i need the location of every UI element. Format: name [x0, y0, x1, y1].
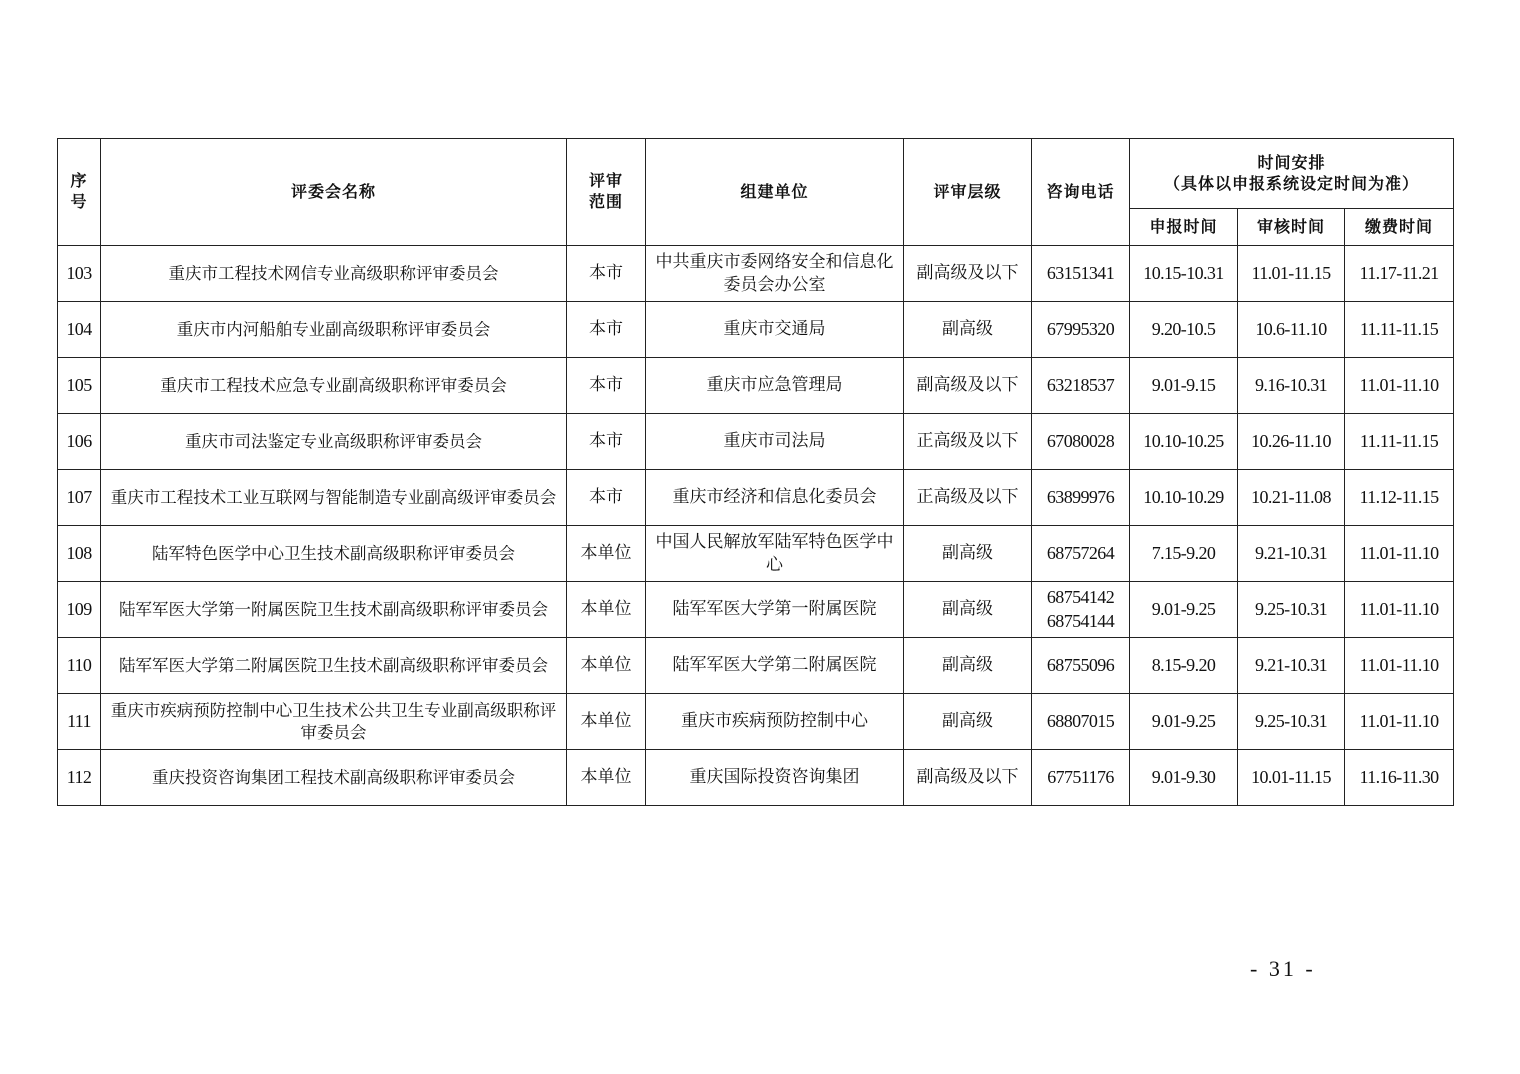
cell-review-time: 9.16-10.31 — [1238, 358, 1345, 414]
cell-review-time: 9.21-10.31 — [1238, 638, 1345, 694]
header-apply-time: 申报时间 — [1130, 209, 1238, 246]
cell-apply-time: 7.15-9.20 — [1130, 526, 1238, 582]
cell-phone — [1032, 302, 1130, 358]
table-row — [58, 246, 1454, 302]
cell-pay-time: 11.01-11.10 — [1345, 694, 1454, 750]
cell-apply-time: 9.01-9.25 — [1130, 582, 1238, 638]
table-row — [58, 302, 1454, 358]
table-row — [58, 414, 1454, 470]
header-organization: 组建单位 — [646, 139, 904, 246]
cell-seq: 112 — [58, 750, 101, 806]
cell-scope: 本市 — [567, 414, 646, 470]
cell-committee-name: 重庆市工程技术工业互联网与智能制造专业副高级评审委员会 — [101, 470, 567, 526]
cell-level: 正高级及以下 — [904, 470, 1032, 526]
cell-pay-time: 11.01-11.10 — [1345, 526, 1454, 582]
cell-committee-name: 重庆市内河船舶专业副高级职称评审委员会 — [101, 302, 567, 358]
cell-phone — [1032, 470, 1130, 526]
cell-review-time: 10.26-11.10 — [1238, 414, 1345, 470]
cell-organization: 重庆市经济和信息化委员会 — [646, 470, 904, 526]
cell-phone — [1032, 246, 1130, 302]
cell-organization: 重庆国际投资咨询集团 — [646, 750, 904, 806]
cell-organization: 重庆市应急管理局 — [646, 358, 904, 414]
review-committee-table — [57, 138, 1454, 806]
header-review-time: 审核时间 — [1238, 209, 1345, 246]
phone-number: 67995320 — [1046, 318, 1115, 339]
header-schedule — [1130, 139, 1454, 209]
cell-level: 副高级 — [904, 638, 1032, 694]
cell-level: 副高级及以下 — [904, 750, 1032, 806]
cell-scope: 本单位 — [567, 750, 646, 806]
cell-committee-name: 陆军特色医学中心卫生技术副高级职称评审委员会 — [101, 526, 567, 582]
cell-pay-time: 11.12-11.15 — [1345, 470, 1454, 526]
table-row — [58, 582, 1454, 638]
cell-phone — [1032, 358, 1130, 414]
cell-committee-name: 陆军军医大学第二附属医院卫生技术副高级职称评审委员会 — [101, 638, 567, 694]
cell-pay-time: 11.17-11.21 — [1345, 246, 1454, 302]
cell-committee-name: 陆军军医大学第一附属医院卫生技术副高级职称评审委员会 — [101, 582, 567, 638]
header-schedule-title: 时间安排 — [1257, 152, 1326, 172]
header-level: 评审层级 — [904, 139, 1032, 246]
cell-phone — [1032, 694, 1130, 750]
cell-seq: 106 — [58, 414, 101, 470]
header-committee-name: 评委会名称 — [101, 139, 567, 246]
header-seq: 序 号 — [58, 139, 101, 246]
cell-committee-name: 重庆市工程技术应急专业副高级职称评审委员会 — [101, 358, 567, 414]
table-row — [58, 638, 1454, 694]
table-row — [58, 470, 1454, 526]
table-row — [58, 358, 1454, 414]
cell-organization: 中国人民解放军陆军特色医学中心 — [646, 526, 904, 582]
cell-apply-time: 9.20-10.5 — [1130, 302, 1238, 358]
phone-number: 63899976 — [1046, 486, 1115, 507]
cell-scope: 本市 — [567, 246, 646, 302]
cell-scope: 本单位 — [567, 638, 646, 694]
table-row — [58, 750, 1454, 806]
cell-review-time: 9.25-10.31 — [1238, 582, 1345, 638]
cell-pay-time: 11.01-11.10 — [1345, 358, 1454, 414]
cell-phone — [1032, 414, 1130, 470]
cell-level: 副高级 — [904, 526, 1032, 582]
cell-pay-time: 11.01-11.10 — [1345, 582, 1454, 638]
cell-pay-time: 11.01-11.10 — [1345, 638, 1454, 694]
cell-level: 副高级及以下 — [904, 358, 1032, 414]
cell-review-time: 10.21-11.08 — [1238, 470, 1345, 526]
cell-pay-time: 11.11-11.15 — [1345, 302, 1454, 358]
cell-seq: 103 — [58, 246, 101, 302]
cell-seq: 109 — [58, 582, 101, 638]
cell-seq: 110 — [58, 638, 101, 694]
cell-apply-time: 10.10-10.29 — [1130, 470, 1238, 526]
cell-level: 副高级 — [904, 582, 1032, 638]
phone-number: 63218537 — [1046, 374, 1115, 395]
cell-scope: 本市 — [567, 470, 646, 526]
cell-review-time: 10.01-11.15 — [1238, 750, 1345, 806]
cell-phone — [1032, 582, 1130, 638]
cell-committee-name: 重庆市疾病预防控制中心卫生技术公共卫生专业副高级职称评审委员会 — [101, 694, 567, 750]
cell-apply-time: 9.01-9.25 — [1130, 694, 1238, 750]
phone-number: 68807015 — [1046, 710, 1115, 731]
cell-seq: 105 — [58, 358, 101, 414]
cell-organization: 重庆市交通局 — [646, 302, 904, 358]
header-phone: 咨询电话 — [1032, 139, 1130, 246]
header-schedule-note: （具体以申报系统设定时间为准） — [1164, 173, 1420, 193]
cell-scope: 本单位 — [567, 526, 646, 582]
table-body — [58, 246, 1454, 806]
cell-organization: 中共重庆市委网络安全和信息化委员会办公室 — [646, 246, 904, 302]
cell-scope: 本单位 — [567, 582, 646, 638]
cell-scope: 本市 — [567, 302, 646, 358]
cell-pay-time: 11.11-11.15 — [1345, 414, 1454, 470]
cell-apply-time: 10.15-10.31 — [1130, 246, 1238, 302]
cell-review-time: 9.25-10.31 — [1238, 694, 1345, 750]
cell-organization: 陆军军医大学第二附属医院 — [646, 638, 904, 694]
cell-committee-name: 重庆市工程技术网信专业高级职称评审委员会 — [101, 246, 567, 302]
cell-phone — [1032, 526, 1130, 582]
cell-level: 正高级及以下 — [904, 414, 1032, 470]
table-row — [58, 694, 1454, 750]
cell-review-time: 11.01-11.15 — [1238, 246, 1345, 302]
cell-seq: 108 — [58, 526, 101, 582]
phone-number: 67751176 — [1047, 766, 1114, 787]
cell-seq: 111 — [58, 694, 101, 750]
phone-number: 68754142 — [1046, 587, 1115, 608]
table-header-row — [58, 139, 1454, 209]
cell-review-time: 10.6-11.10 — [1238, 302, 1345, 358]
cell-seq: 107 — [58, 470, 101, 526]
cell-committee-name: 重庆投资咨询集团工程技术副高级职称评审委员会 — [101, 750, 567, 806]
phone-number: 63151341 — [1046, 262, 1115, 283]
cell-organization: 重庆市疾病预防控制中心 — [646, 694, 904, 750]
cell-organization: 陆军军医大学第一附属医院 — [646, 582, 904, 638]
cell-committee-name: 重庆市司法鉴定专业高级职称评审委员会 — [101, 414, 567, 470]
cell-pay-time: 11.16-11.30 — [1345, 750, 1454, 806]
header-pay-time: 缴费时间 — [1345, 209, 1454, 246]
cell-apply-time: 9.01-9.30 — [1130, 750, 1238, 806]
phone-number: 68755096 — [1046, 654, 1115, 675]
phone-number: 68757264 — [1046, 542, 1115, 563]
cell-phone — [1032, 638, 1130, 694]
cell-level: 副高级 — [904, 694, 1032, 750]
cell-phone — [1032, 750, 1130, 806]
page-number: - 31 - — [1250, 956, 1316, 981]
cell-scope: 本市 — [567, 358, 646, 414]
cell-apply-time: 10.10-10.25 — [1130, 414, 1238, 470]
cell-organization: 重庆市司法局 — [646, 414, 904, 470]
cell-review-time: 9.21-10.31 — [1238, 526, 1345, 582]
cell-apply-time: 8.15-9.20 — [1130, 638, 1238, 694]
table-row — [58, 526, 1454, 582]
cell-level: 副高级 — [904, 302, 1032, 358]
cell-apply-time: 9.01-9.15 — [1130, 358, 1238, 414]
phone-number: 67080028 — [1046, 430, 1115, 451]
cell-seq: 104 — [58, 302, 101, 358]
phone-number: 68754144 — [1046, 610, 1115, 631]
cell-scope: 本单位 — [567, 694, 646, 750]
cell-level: 副高级及以下 — [904, 246, 1032, 302]
header-scope: 评审 范围 — [567, 139, 646, 246]
